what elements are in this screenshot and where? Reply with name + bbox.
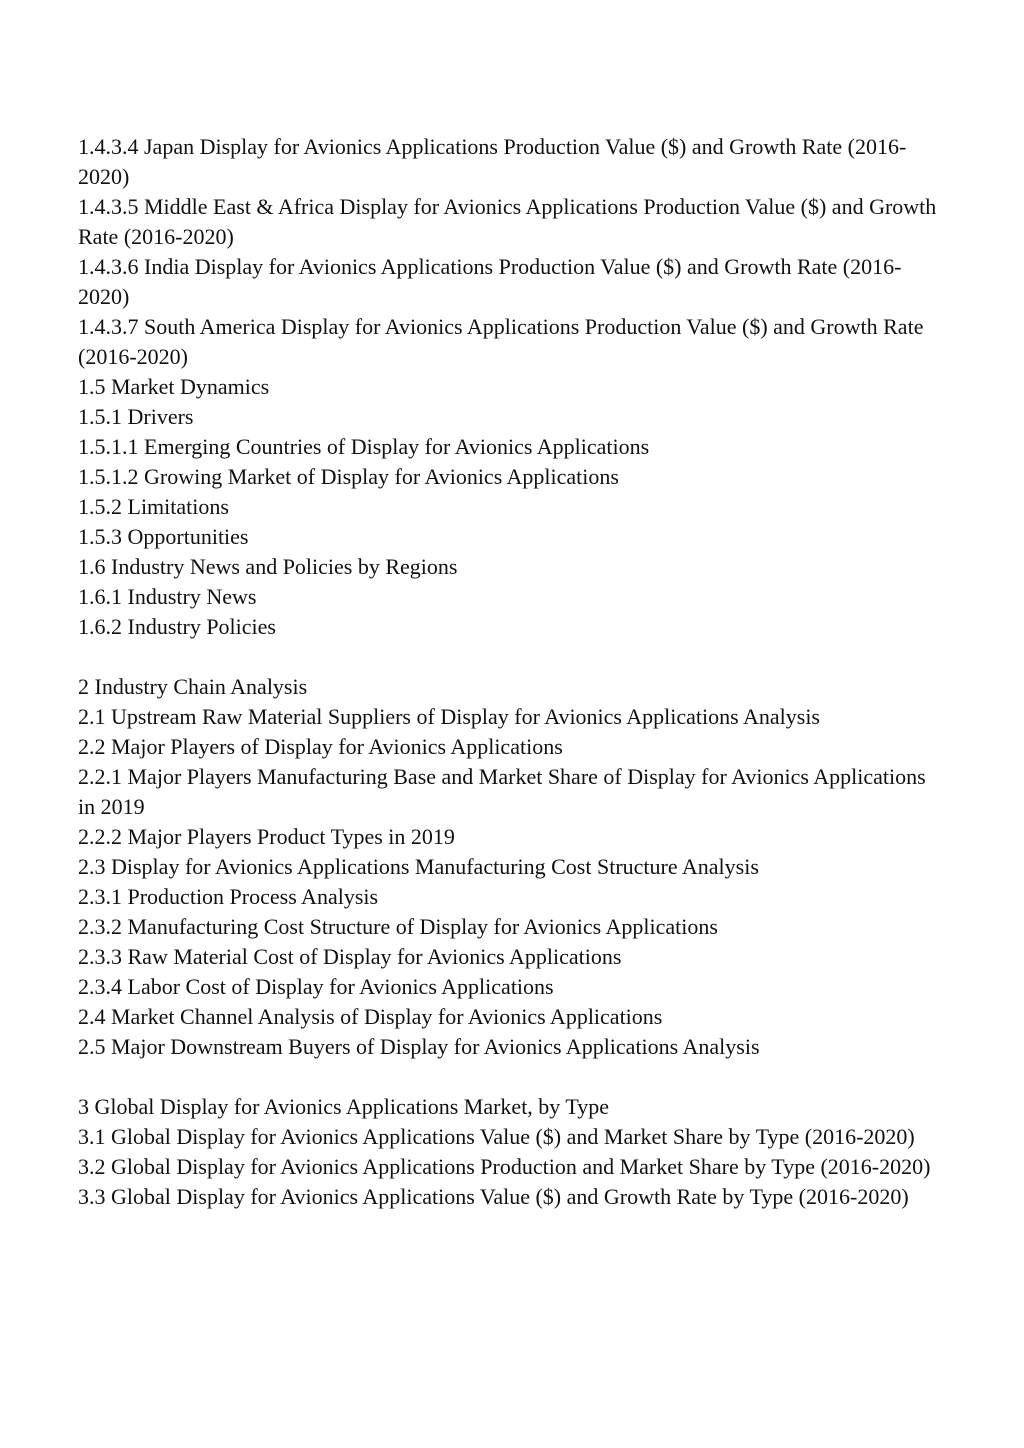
toc-entry-3-1: 3.1 Global Display for Avionics Applications Value ($) and Market Share by Type (2016-2020) [78, 1124, 915, 1149]
toc-entry-1-5-1: 1.5.1 Drivers [78, 404, 194, 429]
toc-entry-1-5-2: 1.5.2 Limitations [78, 494, 229, 519]
toc-entry-3-3: 3.3 Global Display for Avionics Applications Value ($) and Growth Rate by Type (2016-2020) [78, 1184, 909, 1209]
toc-entry-2-2-2: 2.2.2 Major Players Product Types in 2019 [78, 824, 455, 849]
toc-entry-1-4-3-6: 1.4.3.6 India Display for Avionics Applications Production Value ($) and Growth Rate (2016-2020) [78, 254, 902, 309]
toc-entry-1-4-3-7: 1.4.3.7 South America Display for Avionics Applications Production Value ($) and Growth Rate (2016-2020) [78, 314, 924, 369]
document-page [78, 132, 946, 1212]
toc-entry-1-5-3: 1.5.3 Opportunities [78, 524, 249, 549]
toc-entry-1-5: 1.5 Market Dynamics [78, 374, 270, 399]
toc-entry-2-1: 2.1 Upstream Raw Material Suppliers of Display for Avionics Applications Analysis [78, 704, 820, 729]
toc-entry-1-4-3-5: 1.4.3.5 Middle East & Africa Display for Avionics Applications Production Value ($) and Growth Rate (2016-2020) [78, 194, 937, 249]
toc-entry-1-5-1-2: 1.5.1.2 Growing Market of Display for Avionics Applications [78, 464, 619, 489]
toc-entry-1-4-3-4: 1.4.3.4 Japan Display for Avionics Applications Production Value ($) and Growth Rate (2016-2020) [78, 134, 907, 189]
toc-entry-2-3: 2.3 Display for Avionics Applications Manufacturing Cost Structure Analysis [78, 854, 759, 879]
toc-entry-1-6: 1.6 Industry News and Policies by Regions [78, 554, 458, 579]
toc-entry-2-3-2: 2.3.2 Manufacturing Cost Structure of Display for Avionics Applications [78, 914, 718, 939]
toc-entry-3-2: 3.2 Global Display for Avionics Applications Production and Market Share by Type (2016-2020) [78, 1154, 931, 1179]
toc-entry-2-3-3: 2.3.3 Raw Material Cost of Display for Avionics Applications [78, 944, 622, 969]
toc-entry-2-4: 2.4 Market Channel Analysis of Display for Avionics Applications [78, 1004, 663, 1029]
toc-entry-2-2-1: 2.2.1 Major Players Manufacturing Base and Market Share of Display for Avionics Applications in 2019 [78, 764, 926, 819]
toc-entry-1-6-2: 1.6.2 Industry Policies [78, 614, 276, 639]
toc-entry-1-5-1-1: 1.5.1.1 Emerging Countries of Display for Avionics Applications [78, 434, 650, 459]
toc-entry-2-3-1: 2.3.1 Production Process Analysis [78, 884, 379, 909]
toc-entry-2-3-4: 2.3.4 Labor Cost of Display for Avionics Applications [78, 974, 554, 999]
section-gap [78, 1062, 946, 1092]
toc-entry-3: 3 Global Display for Avionics Applications Market, by Type [78, 1094, 610, 1119]
toc-entry-2: 2 Industry Chain Analysis [78, 674, 308, 699]
toc-entry-1-6-1: 1.6.1 Industry News [78, 584, 257, 609]
section-gap [78, 642, 946, 672]
toc-entry-2-2: 2.2 Major Players of Display for Avionics Applications [78, 734, 563, 759]
toc-entry-2-5: 2.5 Major Downstream Buyers of Display for Avionics Applications Analysis [78, 1034, 760, 1059]
